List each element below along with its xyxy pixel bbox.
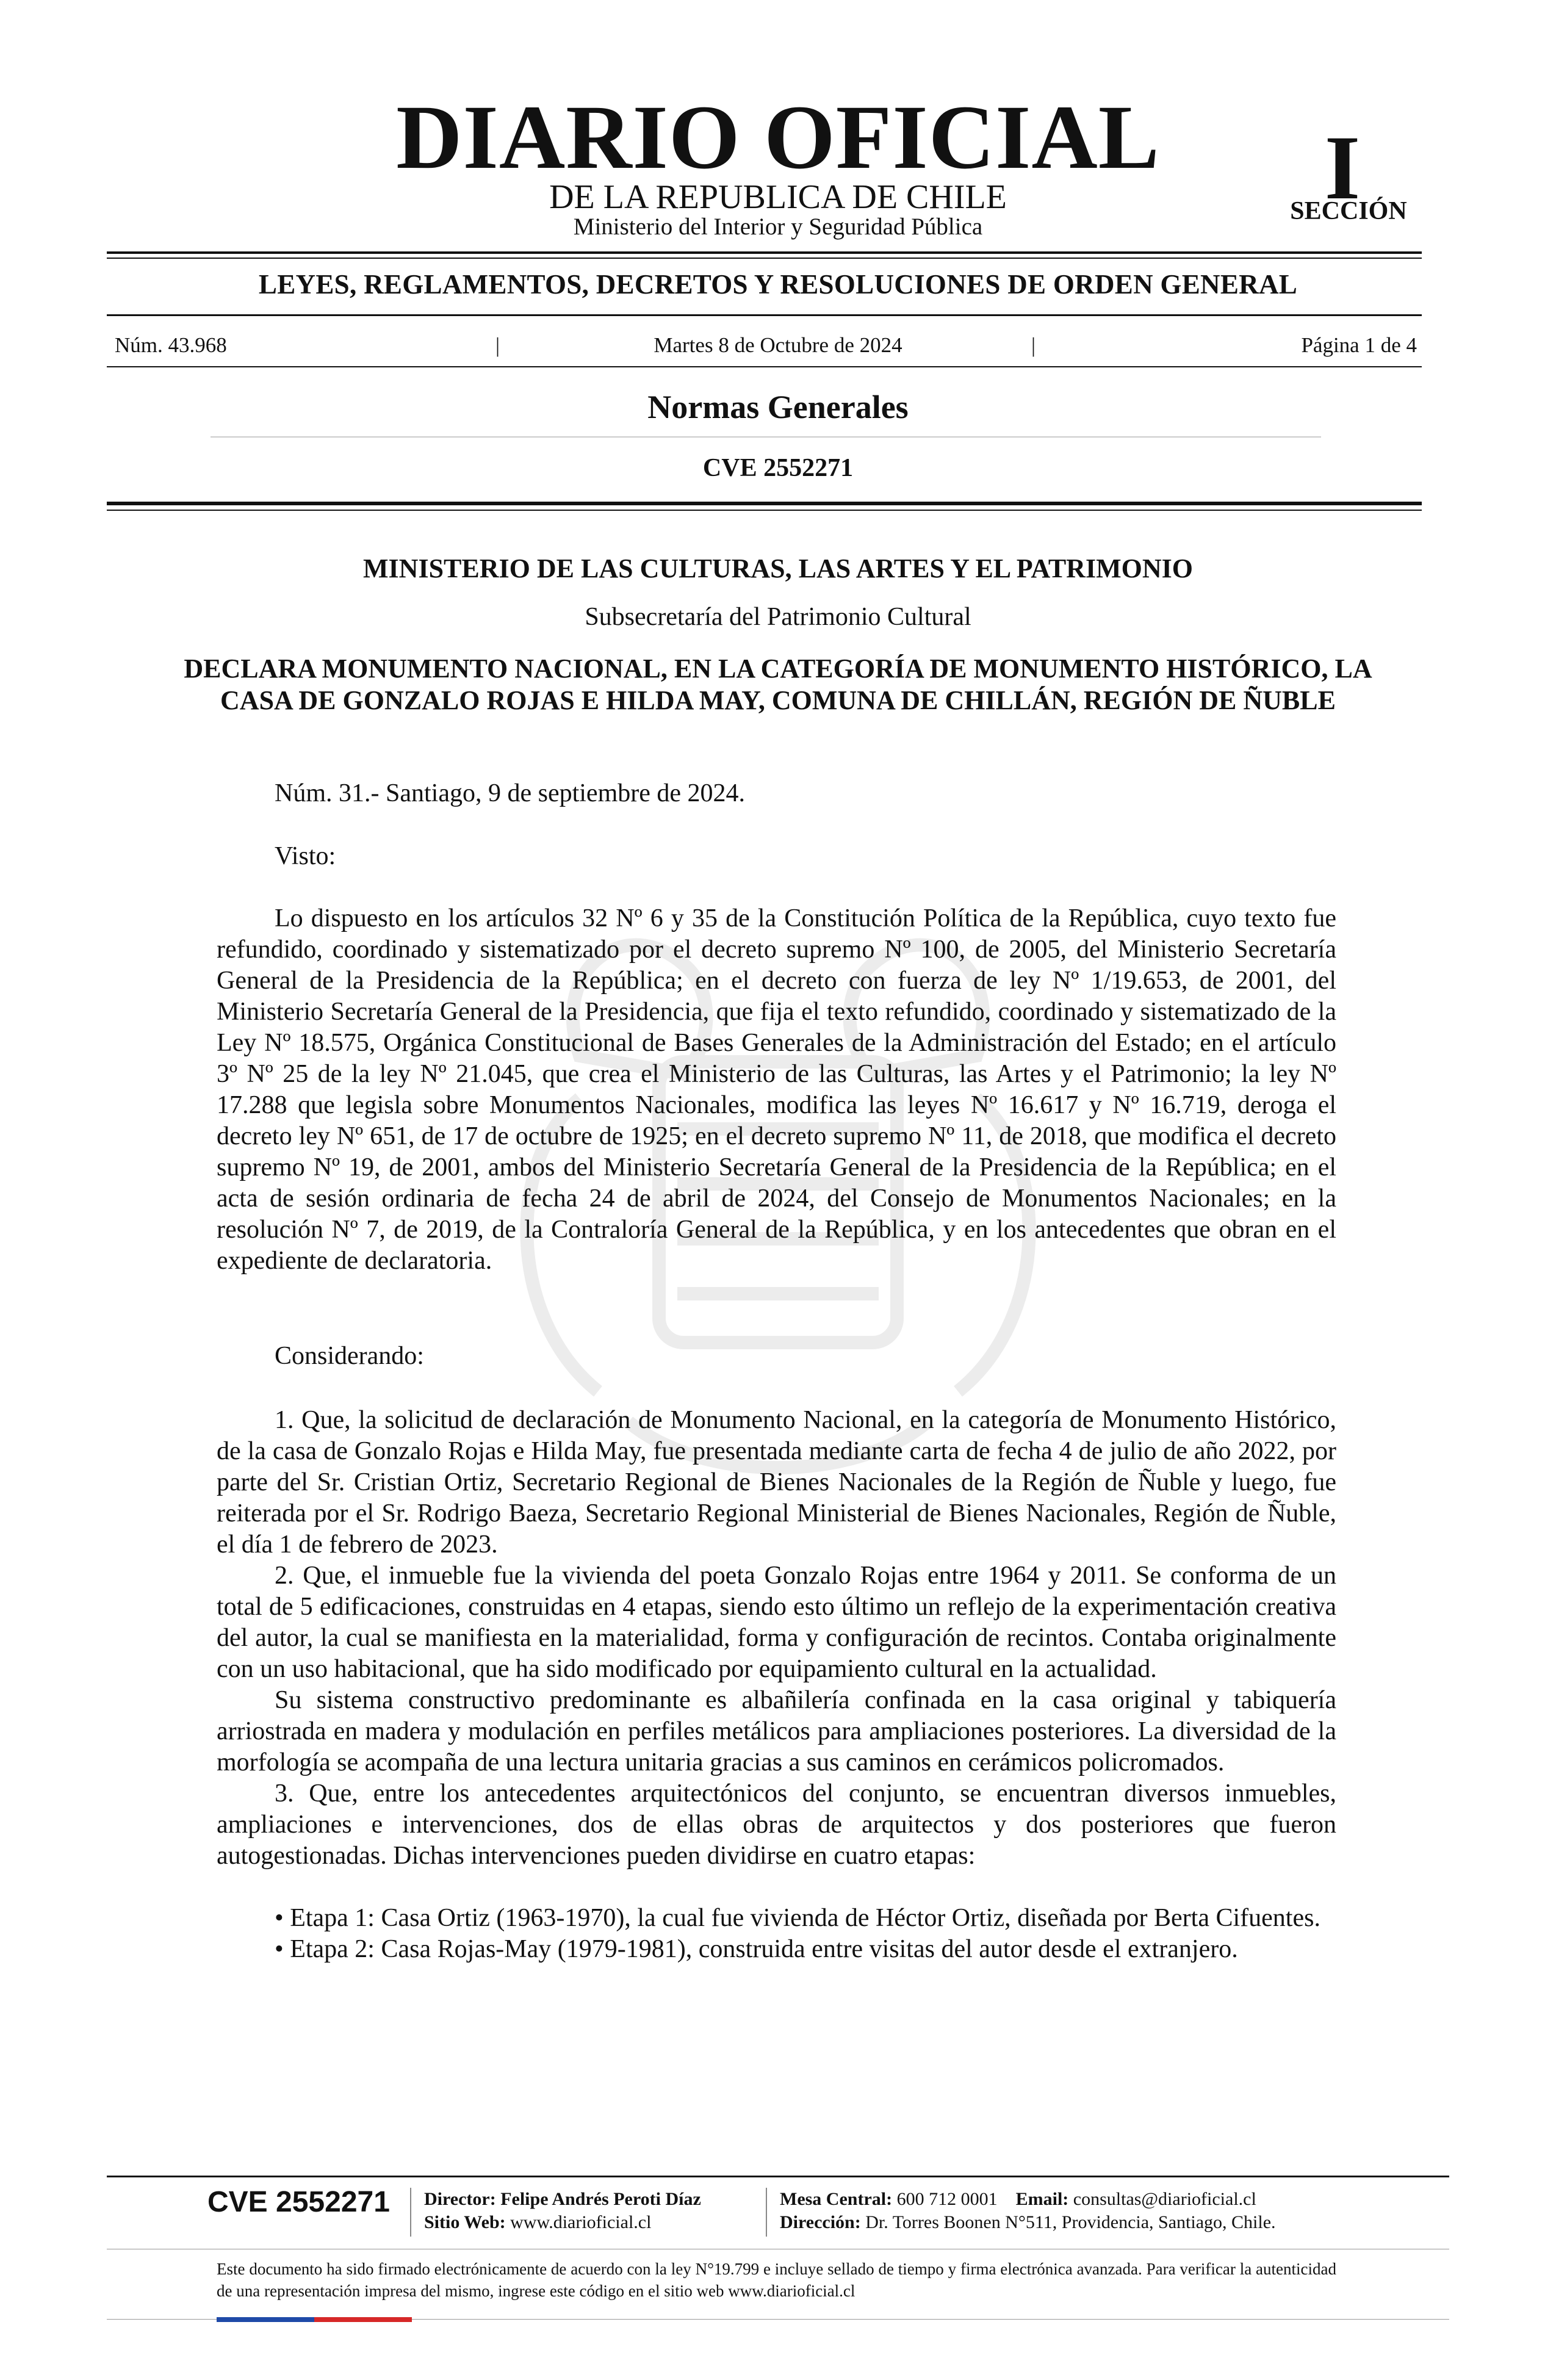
email-link[interactable]: consultas@diarioficial.cl xyxy=(1073,2189,1256,2209)
mesa-value: 600 712 0001 xyxy=(896,2189,998,2209)
masthead-divider-top-thin xyxy=(107,258,1422,259)
decree-title: DECLARA MONUMENTO NACIONAL, EN LA CATEGORÍA DE MONUMENTO HISTÓRICO, LA CASA DE GONZALO ROJAS E HILDA MAY, COMUNA DE CHILLÁN, REGIÓN DE ÑUBLE xyxy=(184,654,1372,715)
web-label: Sitio Web: xyxy=(424,2212,506,2232)
considerando-section xyxy=(217,1405,1336,1965)
director-name: Felipe Andrés Peroti Díaz xyxy=(500,2189,701,2209)
legal-notice: Este documento ha sido firmado electrónicamente de acuerdo con la ley N°19.799 e incluye sellado de tiempo y firma electrónica avanzada. Para verificar la autenticidad de una representación impresa del mismo, ingrese este código en el sitio web www.diarioficial.cl xyxy=(217,2260,1336,2300)
header-divider-thin xyxy=(107,510,1422,511)
section-label: SECCIÓN xyxy=(1290,197,1407,225)
considerando-paragraph: Su sistema constructivo predominante es albañilería confinada en la casa original y tabiquería arriostrada en madera y modulación en perfiles metálicos para ampliaciones posteriores. La diversidad de la morfología se acompaña de una lectura unitaria gracias a sus caminos en cerámicos policromados. xyxy=(217,1686,1336,1776)
footer-separator xyxy=(766,2188,767,2237)
address-value: Dr. Torres Boonen N°511, Providencia, Santiago, Chile. xyxy=(865,2212,1276,2232)
email-label: Email: xyxy=(1015,2189,1069,2209)
footer-cve-code: CVE 2552271 xyxy=(207,2186,390,2218)
stage-item: • Etapa 1: Casa Ortiz (1963-1970), la cual fue vivienda de Héctor Ortiz, diseñada por Berta Cifuentes. xyxy=(275,1904,1320,1932)
footer-contact xyxy=(780,2188,1390,2234)
visto-paragraph xyxy=(217,903,1336,1277)
considerando-paragraph: 3. Que, entre los antecedentes arquitectónicos del conjunto, se encuentran diversos inmuebles, ampliaciones e intervenciones, dos de ellas obras de arquitectos y dos posteriores que fueron autogestionadas. Dichas intervenciones pueden dividirse en cuatro etapas: xyxy=(217,1780,1336,1870)
masthead-subtitle: DE LA REPUBLICA DE CHILE xyxy=(549,178,1007,216)
page-indicator: Página 1 de 4 xyxy=(1301,333,1417,357)
considerando-paragraph: 1. Que, la solicitud de declaración de Monumento Nacional, en la categoría de Monumento Histórico, de la casa de Gonzalo Rojas e Hilda May, fue presentada mediante carta de fecha 4 de julio de año 2022, por parte del Sr. Cristian Ortiz, Secretario Regional de Bienes Nacionales de la Región de Ñuble y luego, fue reiterada por el Sr. Rodrigo Baeza, Secretario Regional Ministerial de Bienes Nacionales, Región de Ñuble, el día 1 de febrero de 2023. xyxy=(217,1406,1336,1559)
meta-separator: | xyxy=(495,333,500,357)
footer-separator xyxy=(410,2188,411,2237)
web-link[interactable]: www.diarioficial.cl xyxy=(510,2212,652,2232)
footer-divider xyxy=(107,2176,1449,2177)
section-banner: LEYES, REGLAMENTOS, DECRETOS Y RESOLUCIONES DE ORDEN GENERAL xyxy=(258,269,1298,300)
cve-code: CVE 2552271 xyxy=(702,454,854,482)
considerando-paragraph: 2. Que, el inmueble fue la vivienda del poeta Gonzalo Rojas entre 1964 y 2011. Se conforma de un total de 5 edificaciones, construidas en 4 etapas, siendo esto último un reflejo de la experimentación creativa del autor, la cual se manifiesta en la materialidad, forma y configuración de recintos. Contaba originalmente con un uso habitacional, que ha sido modificado por equipamiento cultural en la actualidad. xyxy=(217,1562,1336,1683)
visto-label: Visto: xyxy=(275,842,336,870)
banner-divider xyxy=(107,314,1422,316)
header-divider-thick xyxy=(107,502,1422,505)
masthead-ministry: Ministerio del Interior y Seguridad Pública xyxy=(573,214,983,240)
subsecretaria: Subsecretaría del Patrimonio Cultural xyxy=(585,603,971,631)
section-numeral: I xyxy=(1324,117,1361,218)
meta-divider xyxy=(107,366,1422,367)
masthead-title: DIARIO OFICIAL xyxy=(396,87,1160,188)
meta-separator: | xyxy=(1031,333,1036,357)
flag-stripe-red xyxy=(314,2317,412,2322)
address-label: Dirección: xyxy=(780,2212,861,2232)
visto-text: Lo dispuesto en los artículos 32 Nº 6 y 35 de la Constitución Política de la República, cuyo texto fue refundido, coordinado y sistematizado por el decreto supremo Nº 100, de 2005, del Ministerio Secretaría General de la Presidencia de la República; en el decreto con fuerza de ley Nº 1/19.653, de 2001, del Ministerio Secretaría General de la Presidencia, que fija el texto refundido, coordinado y sistematizado de la Ley Nº 18.575, Orgánica Constitucional de Bases Generales de la Administración del Estado; en el artículo 3º Nº 25 de la ley Nº 21.045, que crea el Ministerio de las Culturas, las Artes y el Patrimonio; la ley Nº 17.288 que legisla sobre Monumentos Nacionales, modifica las leyes Nº 16.617 y Nº 16.719, deroga el decreto ley Nº 651, de 17 de octubre de 1925; en el decreto supremo Nº 11, de 2018, que modifica el decreto supremo Nº 19, de 2001, ambos del Ministerio Secretaría General de la Presidencia de la República; en el acta de sesión ordinaria de fecha 24 de abril de 2024, del Consejo de Monumentos Nacionales; en la resolución Nº 7, de 2019, de la Contraloría General de la República, y en los antecedentes que obran en el expediente de declaratoria. xyxy=(217,904,1336,1275)
issue-date: Martes 8 de Octubre de 2024 xyxy=(654,333,902,357)
decree-number-date: Núm. 31.- Santiago, 9 de septiembre de 2024. xyxy=(275,779,746,807)
masthead-divider-top xyxy=(107,251,1422,254)
footer-director xyxy=(424,2188,766,2234)
stage-item: • Etapa 2: Casa Rojas-May (1979-1981), construida entre visitas del autor desde el extranjero. xyxy=(275,1935,1238,1963)
considerando-label: Considerando: xyxy=(275,1342,424,1370)
mesa-label: Mesa Central: xyxy=(780,2189,893,2209)
issuing-ministry: MINISTERIO DE LAS CULTURAS, LAS ARTES Y EL PATRIMONIO xyxy=(363,554,1193,583)
director-label: Director: xyxy=(424,2189,496,2209)
flag-stripe-blue xyxy=(217,2317,314,2322)
heading-underline xyxy=(211,436,1321,438)
section-heading: Normas Generales xyxy=(647,389,909,425)
issue-number: Núm. 43.968 xyxy=(115,333,227,357)
